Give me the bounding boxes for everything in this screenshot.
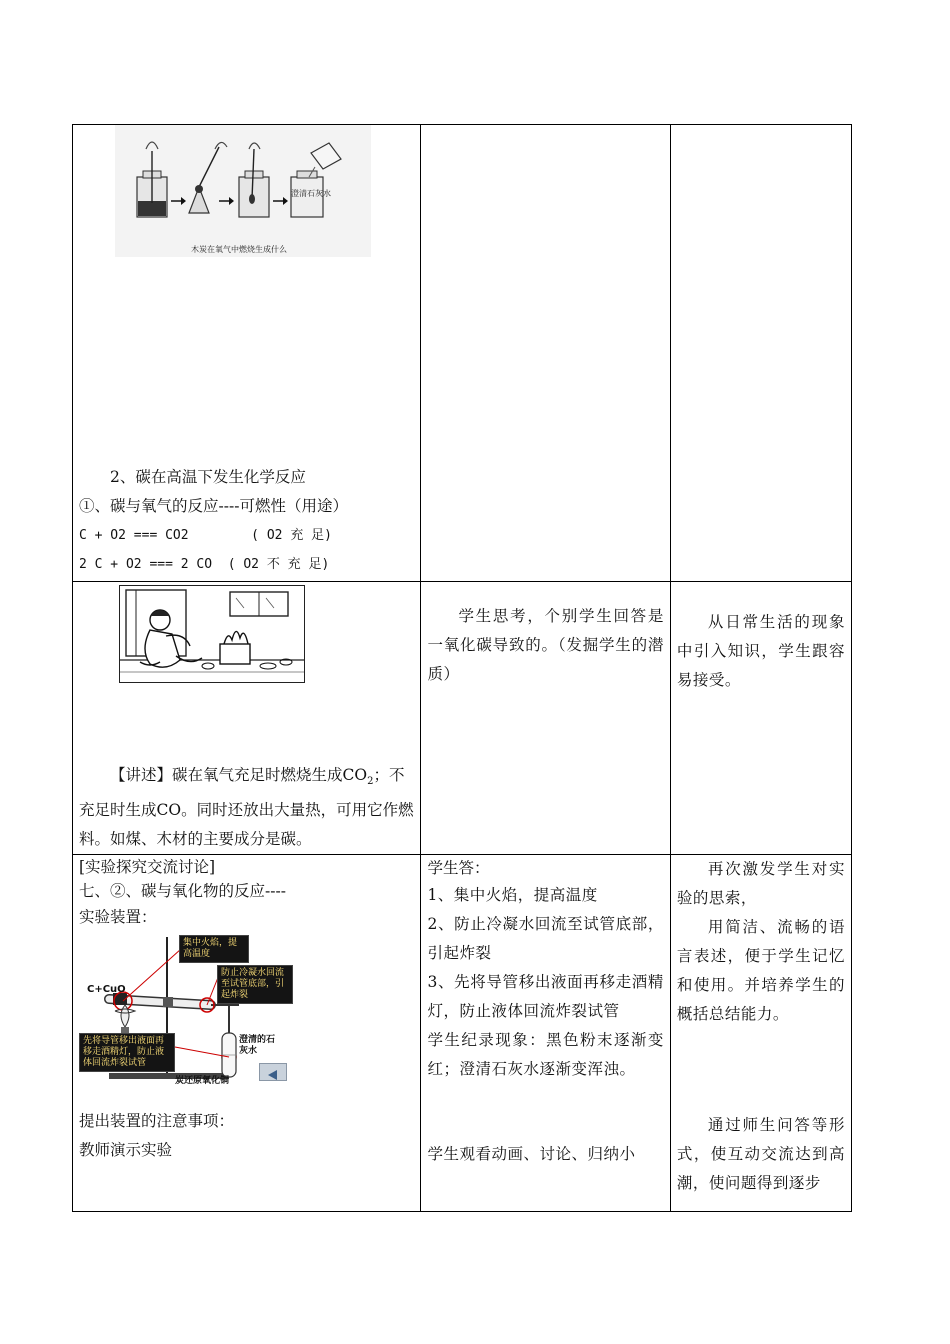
condensate-note: 防止冷凝水回流至试管底部，引起炸裂 bbox=[217, 965, 293, 1004]
teacher-activity-cell bbox=[73, 855, 421, 1212]
table-row bbox=[73, 582, 852, 855]
student-activity-cell bbox=[421, 855, 670, 1212]
student-answer-2: 2、防止冷凝水回流至试管底部，引起炸裂 bbox=[427, 915, 664, 962]
section-heading: 七、②、碳与氧化物的反应---- bbox=[79, 882, 286, 900]
teacher-activity-cell bbox=[73, 582, 421, 855]
charcoal-burning-figure bbox=[115, 125, 371, 257]
reaction-notes bbox=[79, 463, 414, 579]
limewater-label: 澄清的石灰水 bbox=[239, 1035, 276, 1056]
figure-caption: 炭还原氧化铜 bbox=[175, 1076, 230, 1086]
demo-line: 教师演示实验 bbox=[79, 1141, 173, 1159]
student-observation: 学生纪录现象：黑色粉末逐渐变红；澄清石灰水逐渐变浑浊。 bbox=[427, 1031, 664, 1078]
limewater-label: 澄清石灰水 bbox=[291, 189, 331, 198]
coal-stove-cartoon-illustration bbox=[120, 586, 304, 682]
student-answer-1: 1、集中火焰，提高温度 bbox=[427, 886, 598, 904]
student-summary: 学生观看动画、讨论、归纳小 bbox=[427, 1145, 636, 1163]
equation-complete-combustion: C + O2 === CO2 ( O2 充 足) bbox=[79, 528, 332, 543]
copper-oxide-apparatus-figure bbox=[79, 935, 301, 1085]
student-activity-cell bbox=[421, 582, 670, 855]
student-answer-head: 学生答： bbox=[427, 859, 490, 877]
apparatus-label: 实验装置： bbox=[79, 908, 157, 926]
student-response: 学生思考，个别学生回答是一氧化碳导致的。（发掘学生的潜质） bbox=[427, 607, 664, 683]
triangle-left-icon bbox=[260, 1067, 286, 1083]
reaction-line: ①、碳与氧气的反应----可燃性（用途） bbox=[79, 497, 348, 515]
equation-incomplete-combustion: 2 C + O2 === 2 CO ( O2 不 充 足) bbox=[79, 557, 330, 572]
design-intent-cell bbox=[670, 582, 851, 855]
notes-prompt: 提出装置的注意事项： bbox=[79, 1112, 235, 1130]
lesson-plan-table bbox=[72, 124, 852, 1212]
subscript-2: 2 bbox=[367, 776, 374, 787]
table-row bbox=[73, 855, 852, 1212]
design-intent-2: 用简洁、流畅的语言表述，便于学生记忆和使用。并培养学生的概括总结能力。 bbox=[676, 918, 845, 1023]
section-heading: 2、碳在高温下发生化学反应 bbox=[110, 468, 306, 486]
table-row bbox=[73, 125, 852, 582]
design-intent-1: 再次激发学生对实验的思索， bbox=[676, 860, 845, 907]
lecture-tag: 【讲述】 bbox=[110, 765, 173, 784]
reactants-label: C+CuO bbox=[87, 984, 126, 995]
figure-caption: 木炭在氧气中燃烧生成什么 bbox=[191, 245, 287, 254]
focus-flame-note: 集中火焰，提高温度 bbox=[179, 935, 249, 963]
play-back-button[interactable] bbox=[259, 1063, 287, 1081]
student-activity-cell bbox=[421, 125, 670, 582]
student-answer-3: 3、先将导管移出液面再移走酒精灯，防止液体回流炸裂试管 bbox=[427, 973, 664, 1020]
design-intent-text: 从日常生活的现象中引入知识，学生跟容易接受。 bbox=[676, 613, 845, 689]
design-intent-cell bbox=[670, 855, 851, 1212]
lecture-block bbox=[79, 761, 414, 854]
design-intent-cell bbox=[670, 125, 851, 582]
lecture-text: 【讲述】碳在氧气充足时燃烧生成$CO_2$；不充足时生成CO。同时还放出大量热，可用它作燃料。如煤、木材的主要成分是碳。 bbox=[79, 765, 414, 848]
remove-tube-note: 先将导管移出液面再移走酒精灯，防止液体回流炸裂试管 bbox=[79, 1033, 175, 1072]
design-intent-3: 通过师生问答等形式，使互动交流达到高潮，使问题得到逐步 bbox=[676, 1116, 845, 1192]
teacher-activity-cell bbox=[73, 125, 421, 582]
section-tag: [实验探究交流讨论] bbox=[79, 858, 216, 876]
poisoning-cartoon bbox=[119, 585, 305, 683]
